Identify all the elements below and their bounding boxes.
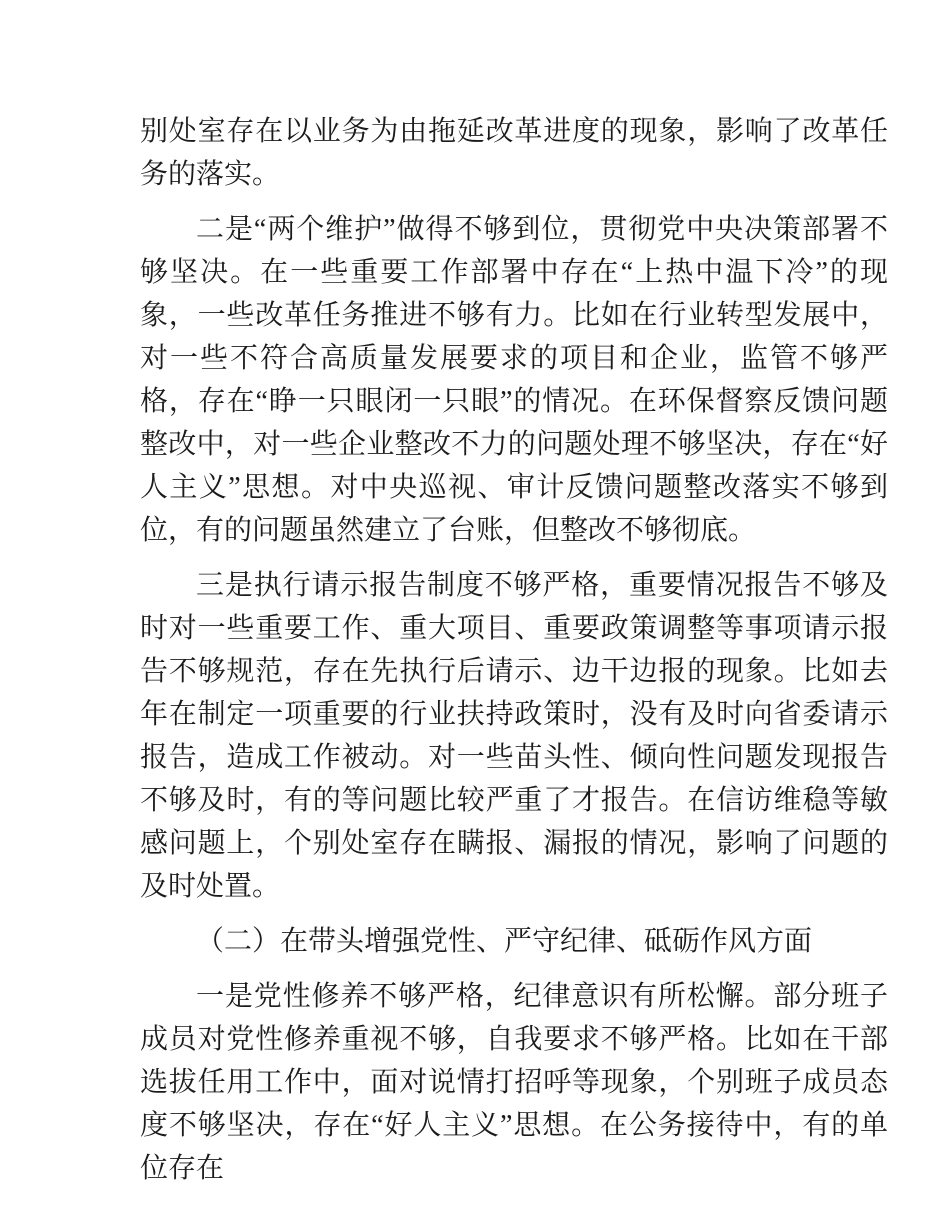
paragraph-continuation: 别处室存在以业务为由拖延改革进度的现象，影响了改革任务的落实。 <box>140 116 888 190</box>
paragraph-first-point: 一是党性修养不够严格，纪律意识有所松懈。部分班子成员对党性修养重视不够，自我要求不够严格。比如在干部选拔任用工作中，面对说情打招呼等现象，个别班子成员态度不够坚决，存在“好人主义”思想。在公务接待中，有的单位存在 <box>140 981 888 1184</box>
document-text-body <box>140 110 888 1190</box>
section-heading: （二）在带头增强党性、严守纪律、砥砺作风方面 <box>196 926 813 957</box>
paragraph-second-point: 二是“两个维护”做得不够到位，贯彻党中央决策部署不够坚决。在一些重要工作部署中存在“上热中温下冷”的现象，一些改革任务推进不够有力。比如在行业转型发展中，对一些不符合高质量发展要求的项目和企业，监管不够严格，存在“睁一只眼闭一只眼”的情况。在环保督察反馈问题整改中，对一些企业整改不力的问题处理不够坚决，存在“好人主义”思想。对中央巡视、审计反馈问题整改落实不够到位，有的问题虽然建立了台账，但整改不够彻底。 <box>140 214 888 546</box>
paragraph-third-point: 三是执行请示报告制度不够严格，重要情况报告不够及时对一些重要工作、重大项目、重要政策调整等事项请示报告不够规范，存在先执行后请示、边干边报的现象。比如去年在制定一项重要的行业扶持政策时，没有及时向省委请示报告，造成工作被动。对一些苗头性、倾向性问题发现报告不够及时，有的等问题比较严重了才报告。在信访维稳等敏感问题上，个别处室存在瞒报、漏报的情况，影响了问题的及时处置。 <box>140 570 888 902</box>
